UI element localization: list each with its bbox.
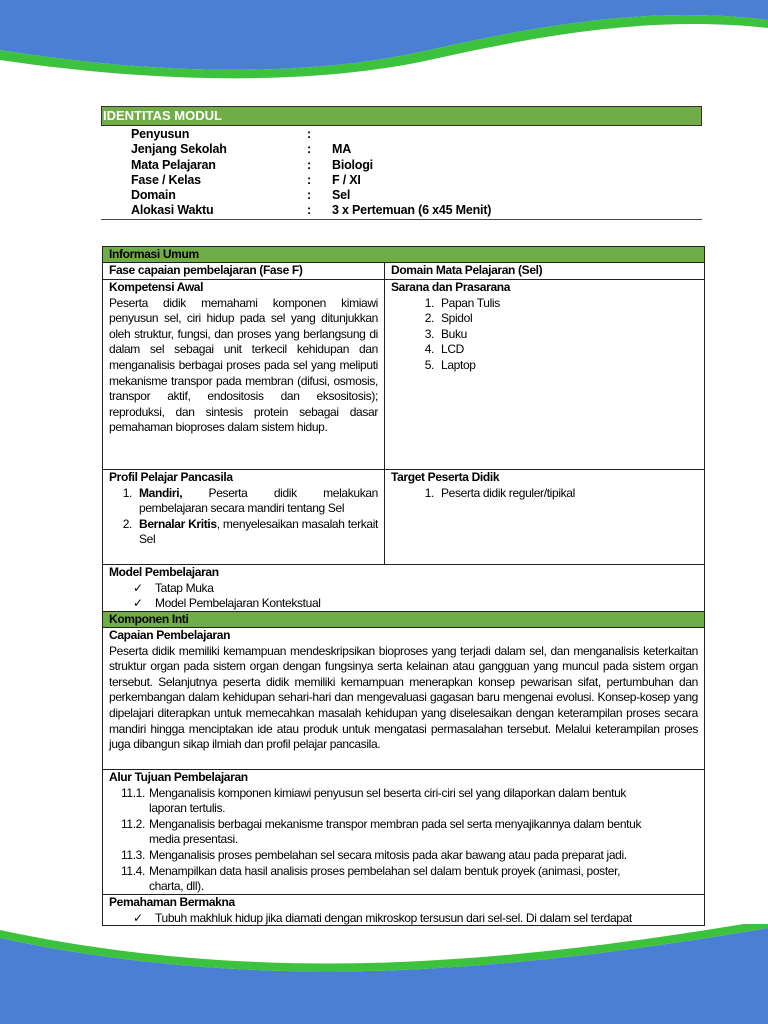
alur-line: laporan tertulis. xyxy=(149,801,226,816)
list-item: 1. Peserta didik reguler/tipikal xyxy=(437,486,698,502)
profil-target-row xyxy=(103,470,704,565)
identitas-value: MA xyxy=(332,142,352,157)
identitas-colon: : xyxy=(307,142,311,157)
identitas-value: F / XI xyxy=(332,172,361,187)
target-peserta-title: Target Peserta Didik xyxy=(391,470,500,484)
informasi-umum-header xyxy=(103,247,704,263)
capaian-title: Capaian Pembelajaran xyxy=(109,628,231,642)
list-item xyxy=(135,517,378,548)
identitas-label: Mata Pelajaran xyxy=(131,157,216,172)
identitas-label: Penyusun xyxy=(131,127,190,141)
identitas-row xyxy=(131,203,632,218)
identitas-colon: : xyxy=(307,203,311,218)
alur-line: media presentasi. xyxy=(149,832,238,847)
domain-header: Domain Mata Pelajaran (Sel) xyxy=(391,263,543,277)
alur-tujuan-row xyxy=(103,770,704,895)
model-pembelajaran-title: Model Pembelajaran xyxy=(109,565,219,579)
identitas-value: Sel xyxy=(332,188,351,203)
target-peserta-cell xyxy=(385,470,704,564)
profil-pelajar-cell xyxy=(103,470,385,564)
kompetensi-sarana-row xyxy=(103,280,704,470)
identitas-value xyxy=(332,127,632,142)
list-item: 4. LCD xyxy=(437,342,698,358)
identitas-divider xyxy=(101,219,702,220)
profil-item-bold: Mandiri, xyxy=(139,485,183,500)
alur-line: Menganalisis proses pembelahan sel secara mitosis pada akar bawang atau pada preparat jadi. xyxy=(149,847,627,862)
fase-domain-row xyxy=(103,263,704,280)
alur-line: charta, dll). xyxy=(149,879,204,894)
capaian-pembelajaran-row xyxy=(103,628,704,770)
profil-item-text: , menyelesaikan masalah terkait Sel xyxy=(139,516,378,547)
model-item-text: Model Pembelajaran Kontekstual xyxy=(155,596,321,611)
model-item-text: Tatap Muka xyxy=(155,580,214,595)
alur-number: 11.4. xyxy=(120,863,145,878)
list-item xyxy=(135,486,378,517)
list-item: 3. Buku xyxy=(437,327,698,343)
sarana-prasarana-cell xyxy=(385,280,704,469)
identitas-table xyxy=(131,127,632,219)
alur-title: Alur Tujuan Pembelajaran xyxy=(109,770,248,784)
check-icon: ✓ xyxy=(133,580,143,595)
alur-text xyxy=(149,817,698,848)
list-item xyxy=(133,596,698,612)
identitas-row xyxy=(131,158,632,173)
identitas-label: Fase / Kelas xyxy=(131,172,201,187)
identitas-label: Alokasi Waktu xyxy=(131,203,214,218)
header-wave-decoration xyxy=(0,0,768,90)
identitas-colon: : xyxy=(307,188,311,203)
profil-list xyxy=(109,486,378,548)
kompetensi-awal-cell xyxy=(103,280,385,469)
identitas-value: Biologi xyxy=(332,157,373,172)
identitas-colon: : xyxy=(307,172,311,187)
alur-number: 11.2. xyxy=(120,816,145,831)
sarana-prasarana-title: Sarana dan Prasarana xyxy=(391,280,511,294)
check-icon: ✓ xyxy=(133,910,143,925)
target-list xyxy=(391,486,698,502)
alur-line: Menganalisis berbagai mekanisme transpor membran pada sel serta menyajikannya dalam bentuk xyxy=(149,816,642,831)
pemahaman-bermakna-row xyxy=(103,895,704,926)
fase-capaian-header: Fase capaian pembelajaran (Fase F) xyxy=(103,263,385,279)
alur-text xyxy=(149,848,698,864)
identitas-row xyxy=(131,127,632,142)
module-table xyxy=(102,246,705,926)
alur-text xyxy=(149,864,698,895)
komponen-inti-label: Komponen Inti xyxy=(109,612,189,626)
identitas-modul-header xyxy=(101,106,702,126)
alur-number: 11.1. xyxy=(120,785,145,800)
profil-pelajar-title: Profil Pelajar Pancasila xyxy=(109,470,233,484)
identitas-row xyxy=(131,188,632,203)
alur-number: 11.3. xyxy=(120,847,145,862)
kompetensi-awal-title: Kompetensi Awal xyxy=(109,280,204,294)
list-item: 5. Laptop xyxy=(437,358,698,374)
identitas-label: Domain xyxy=(131,188,176,203)
model-pembelajaran-row xyxy=(103,565,704,612)
sarana-list xyxy=(391,296,698,374)
pemahaman-title: Pemahaman Bermakna xyxy=(109,895,235,909)
kompetensi-awal-text: Peserta didik memahami komponen kimiawi penyusun sel, ciri hidup pada sel yang ditunjukkan oleh struktur, fungsi, dan proses yang berlangsung di dalam sel sebagai unit terkecil kehidupan dan menganalisis berbagai proses pada sel yang meliputi mekanisme transpor pada membran (difusi, osmosis, transpor aktif, endositosis dan eksositosis); reproduksi, dan sintesis protein sebagai dasar pemahaman bioproses dalam sistem hidup. xyxy=(109,295,378,435)
komponen-inti-header xyxy=(103,612,704,628)
identitas-row xyxy=(131,173,632,188)
capaian-text: Peserta didik memiliki kemampuan mendeskripsikan bioproses yang terjadi dalam sel, dan menganalisis keterkaitan struktur organ pada sistem organ dengan fungsinya serta kelainan atau gangguan yang muncul pada sistem organ tersebut. Selanjutnya peserta didik memiliki kemampuan menerapkan konsep pewarisan sifat, pertumbuhan dan perkembangan dalam kehidupan sehari-hari dan mengevaluasi gagasan baru mengenai evolusi. Konsep-kosep yang dipelajari diterapkan untuk memecahkan masalah kehidupan yang diselesaikan dengan keterampilan proses secara mandiri hingga menciptakan ide atau produk untuk mengatasi permasalahan tersebut. Melalui keterampilan proses juga dibangun sikap ilmiah dan profil pelajar pancasila. xyxy=(109,643,698,752)
pemahaman-item-text: Tubuh makhluk hidup jika diamati dengan mikroskop tersusun dari sel-sel. Di dalam sel terdapat xyxy=(155,910,632,925)
identitas-header-label: IDENTITAS MODUL xyxy=(103,108,222,123)
list-item xyxy=(109,864,698,895)
profil-item-bold: Bernalar Kritis xyxy=(139,516,217,531)
alur-line: Menganalisis komponen kimiawi penyusun sel beserta ciri-ciri sel yang dilaporkan dalam bentuk xyxy=(149,785,627,800)
model-list xyxy=(109,581,698,612)
list-item xyxy=(109,817,698,848)
list-item: 2. Spidol xyxy=(437,311,698,327)
identitas-colon: : xyxy=(307,157,311,172)
check-icon: ✓ xyxy=(133,596,143,611)
list-item xyxy=(109,848,698,864)
profil-item-text: Peserta didik melakukan pembelajaran secara mandiri tentang Sel xyxy=(139,485,378,516)
identitas-value: 3 x Pertemuan (6 x45 Menit) xyxy=(332,203,492,218)
list-item: 1. Papan Tulis xyxy=(437,296,698,312)
alur-text xyxy=(149,786,698,817)
identitas-row xyxy=(131,142,632,157)
identitas-colon: : xyxy=(307,127,311,141)
list-item xyxy=(109,786,698,817)
alur-line: Menampilkan data hasil analisis proses pembelahan sel dalam bentuk proyek (animasi, poster, xyxy=(149,863,621,878)
footer-wave-decoration xyxy=(0,924,768,1024)
list-item xyxy=(133,581,698,597)
informasi-umum-label: Informasi Umum xyxy=(109,247,199,261)
identitas-label: Jenjang Sekolah xyxy=(131,142,227,157)
